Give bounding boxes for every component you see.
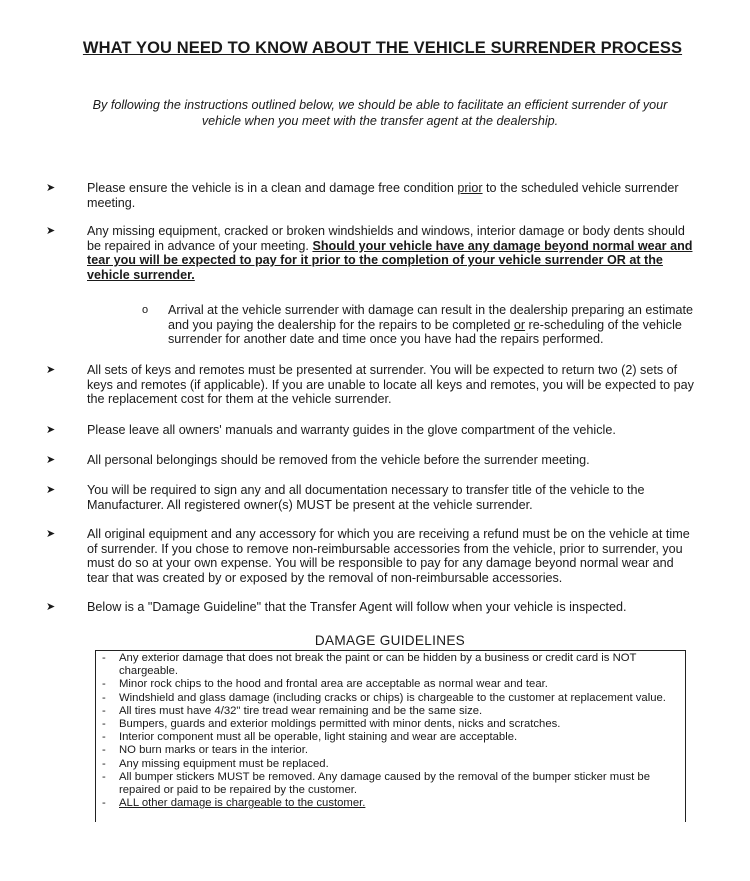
list-item: - Any missing equipment must be replaced. [102, 757, 329, 770]
damage-guidelines-title: DAMAGE GUIDELINES [314, 633, 466, 648]
emphasis-text: Should your vehicle have any damage beyond normal wear and tear you will be expected to pay for it prior to the completion of your vehicle surrender OR at the vehicle surrender. [87, 238, 693, 282]
list-item: - All bumper stickers MUST be removed. Any damage caused by the removal of the bumper sticker must be repaired or paid to be repaired by the customer. [102, 770, 650, 797]
arrow-bullet-icon: ➤ [46, 528, 56, 540]
damage-guidelines-list [100, 652, 685, 810]
list-item: ➤ All sets of keys and remotes must be presented at surrender. You will be expected to return two (2) sets of keys and remotes (if applicable). If you are unable to locate all keys and remotes, you will be expected to pay the replacement cost for them at the vehicle surrender. [46, 363, 694, 407]
sub-list-item: o Arrival at the vehicle surrender with damage can result in the dealership preparing an estimate and you paying the dealership for the repairs to be completed or re-scheduling of the vehicle surrender for another date and time once you have had the repairs performed. [142, 303, 694, 347]
list-item: - Interior component must all be operable, light staining and wear are acceptable. [102, 731, 518, 744]
arrow-bullet-icon: ➤ [46, 182, 56, 194]
list-item: ➤ You will be required to sign any and all documentation necessary to transfer title of the vehicle to the Manufacturer. All registered owner(s) MUST be present at the vehicle surrender. [46, 483, 645, 512]
arrow-bullet-icon: ➤ [46, 225, 56, 237]
list-item: - All tires must have 4/32" tire tread wear remaining and be the same size. [102, 704, 483, 717]
list-item: - Windshield and glass damage (including cracks or chips) is chargeable to the customer at replacement value. [102, 691, 666, 704]
list-item: ➤ All personal belongings should be removed from the vehicle before the surrender meeting. [46, 453, 590, 467]
list-item: ➤ Below is a "Damage Guideline" that the Transfer Agent will follow when your vehicle is inspected. [46, 600, 627, 614]
list-item: ➤ Please leave all owners' manuals and warranty guides in the glove compartment of the vehicle. [46, 423, 616, 437]
arrow-bullet-icon: ➤ [46, 364, 56, 376]
arrow-bullet-icon: ➤ [46, 601, 56, 613]
list-item: - ALL other damage is chargeable to the customer. [102, 797, 366, 810]
list-item: - Bumpers, guards and exterior moldings permitted with minor dents, nicks and scratches. [102, 718, 561, 731]
list-item: ➤ Please ensure the vehicle is in a clean and damage free condition prior to the scheduled vehicle surrender meeting. [46, 181, 679, 210]
list-item: - Any exterior damage that does not break the paint or can be hidden by a business or credit card is NOT chargeable. [102, 652, 637, 678]
circle-bullet-icon: o [142, 304, 149, 316]
list-item: - Minor rock chips to the hood and frontal area are acceptable as normal wear and tear. [102, 678, 548, 691]
list-item: ➤ All original equipment and any accessory for which you are receiving a refund must be on the vehicle at time of surrender. If you chose to remove non-reimbursable accessories from the vehicle, prior to surrender, you must do so at your own expense. You will be responsible to pay for any damage beyond normal wear and tear that was created by or exposed by the removal of non-reimbursable accessories. [46, 527, 690, 585]
list-item: - NO burn marks or tears in the interior. [102, 744, 308, 757]
intro-text: By following the instructions outlined below, we should be able to facilitate an efficient surrender of your vehicle when you meet with the transfer agent at the dealership. [92, 98, 668, 128]
page-title: WHAT YOU NEED TO KNOW ABOUT THE VEHICLE SURRENDER PROCESS [82, 39, 683, 57]
list-item: ➤ Any missing equipment, cracked or broken windshields and windows, interior damage or body dents should be repaired in advance of your meeting. Should your vehicle have any damage beyond normal wear and tear you will be expected to pay for it prior to the completion of your vehicle surrender OR at the vehicle surrender. [46, 224, 693, 282]
arrow-bullet-icon: ➤ [46, 484, 56, 496]
arrow-bullet-icon: ➤ [46, 424, 56, 436]
arrow-bullet-icon: ➤ [46, 454, 56, 466]
